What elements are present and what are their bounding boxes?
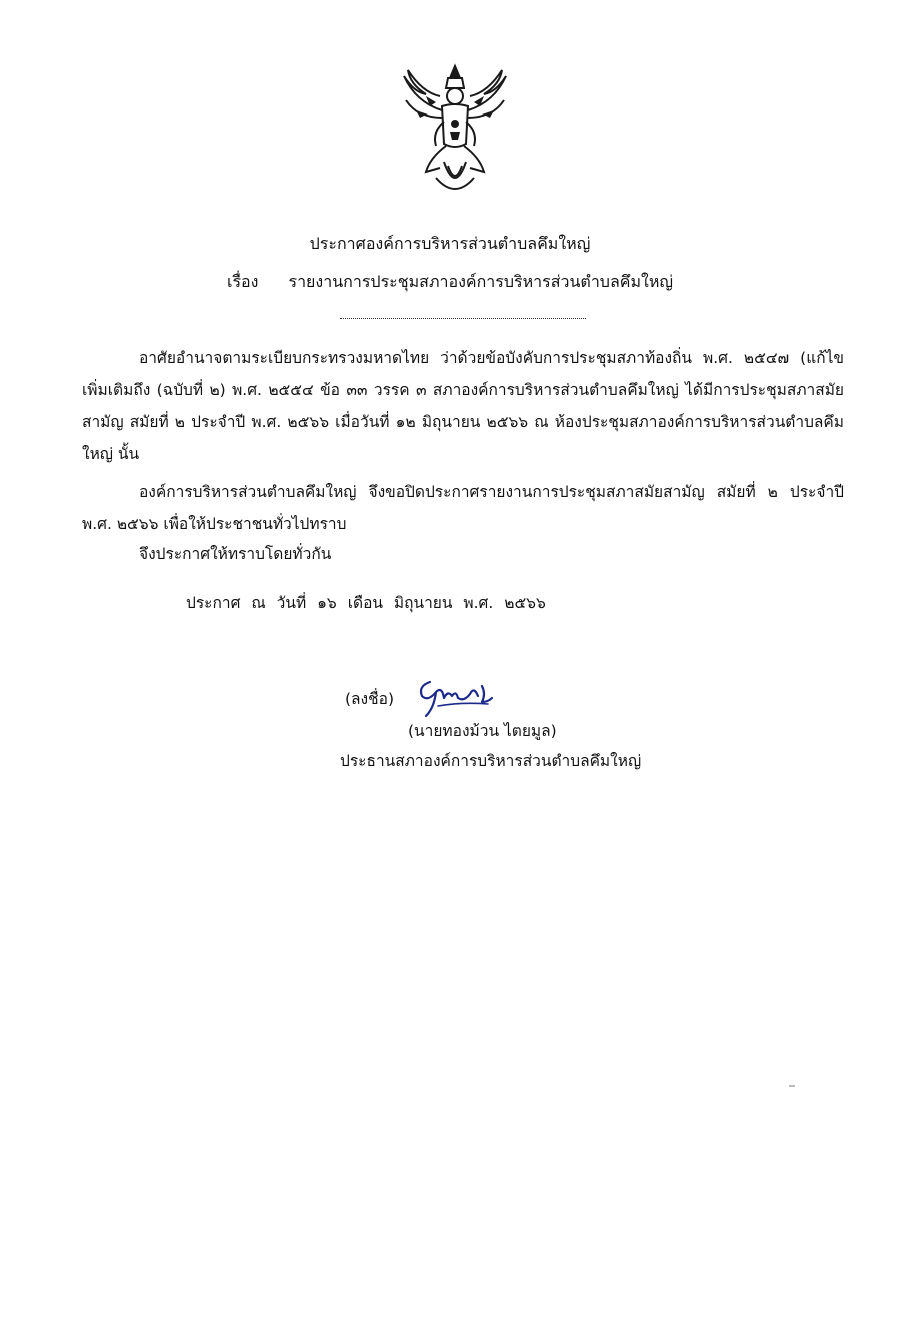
document-subject [0,270,900,295]
body-paragraph-2: องค์การบริหารส่วนตำบลคึมใหญ่ จึงขอปิดประกาศรายงานการประชุมสภาสมัยสามัญ สมัยที่ ๒ ประจำปี พ.ศ. ๒๕๖๖ เพื่อให้ประชาชนทั่วไปทราบ [82,483,844,533]
signed-label: (ลงชื่อ) [345,690,394,708]
signer-position: ประธานสภาองค์การบริหารส่วนตำบลคึมใหญ่ [340,752,642,770]
body-paragraph-1: อาศัยอำนาจตามระเบียบกระทรวงมหาดไทย ว่าด้วยข้อบังคับการประชุมสภาท้องถิ่น พ.ศ. ๒๕๔๗ (แก้ไขเพิ่มเติมถึง (ฉบับที่ ๒) พ.ศ. ๒๕๕๔ ข้อ ๓๓ วรรค ๓ สภาองค์การบริหารส่วนตำบลคึมใหญ่ ได้มีการประชุมสภาสมัยสามัญ สมัยที่ ๒ ประจำปี พ.ศ. ๒๕๖๖ เมื่อวันที่ ๑๒ มิถุนายน ๒๕๖๖ ณ ห้องประชุมสภาองค์การบริหารส่วนตำบลคึมใหญ่ นั้น [82,349,844,463]
body-paragraph-3: จึงประกาศให้ทราบโดยทั่วกัน [139,545,332,563]
scan-speck [789,1085,795,1087]
announcement-date: ประกาศ ณ วันที่ ๑๖ เดือน มิถุนายน พ.ศ. ๒๕๖๖ [186,594,546,612]
dotted-separator [340,318,586,319]
signer-name: (นายทองม้วน ไตยมูล) [408,722,557,740]
garuda-emblem-icon [396,62,514,200]
subject-text: รายงานการประชุมสภาองค์การบริหารส่วนตำบลคึมใหญ่ [288,272,673,291]
document-title: ประกาศองค์การบริหารส่วนตำบลคึมใหญ่ [309,234,591,253]
handwritten-signature [412,672,502,720]
subject-label: เรื่อง [226,272,259,291]
